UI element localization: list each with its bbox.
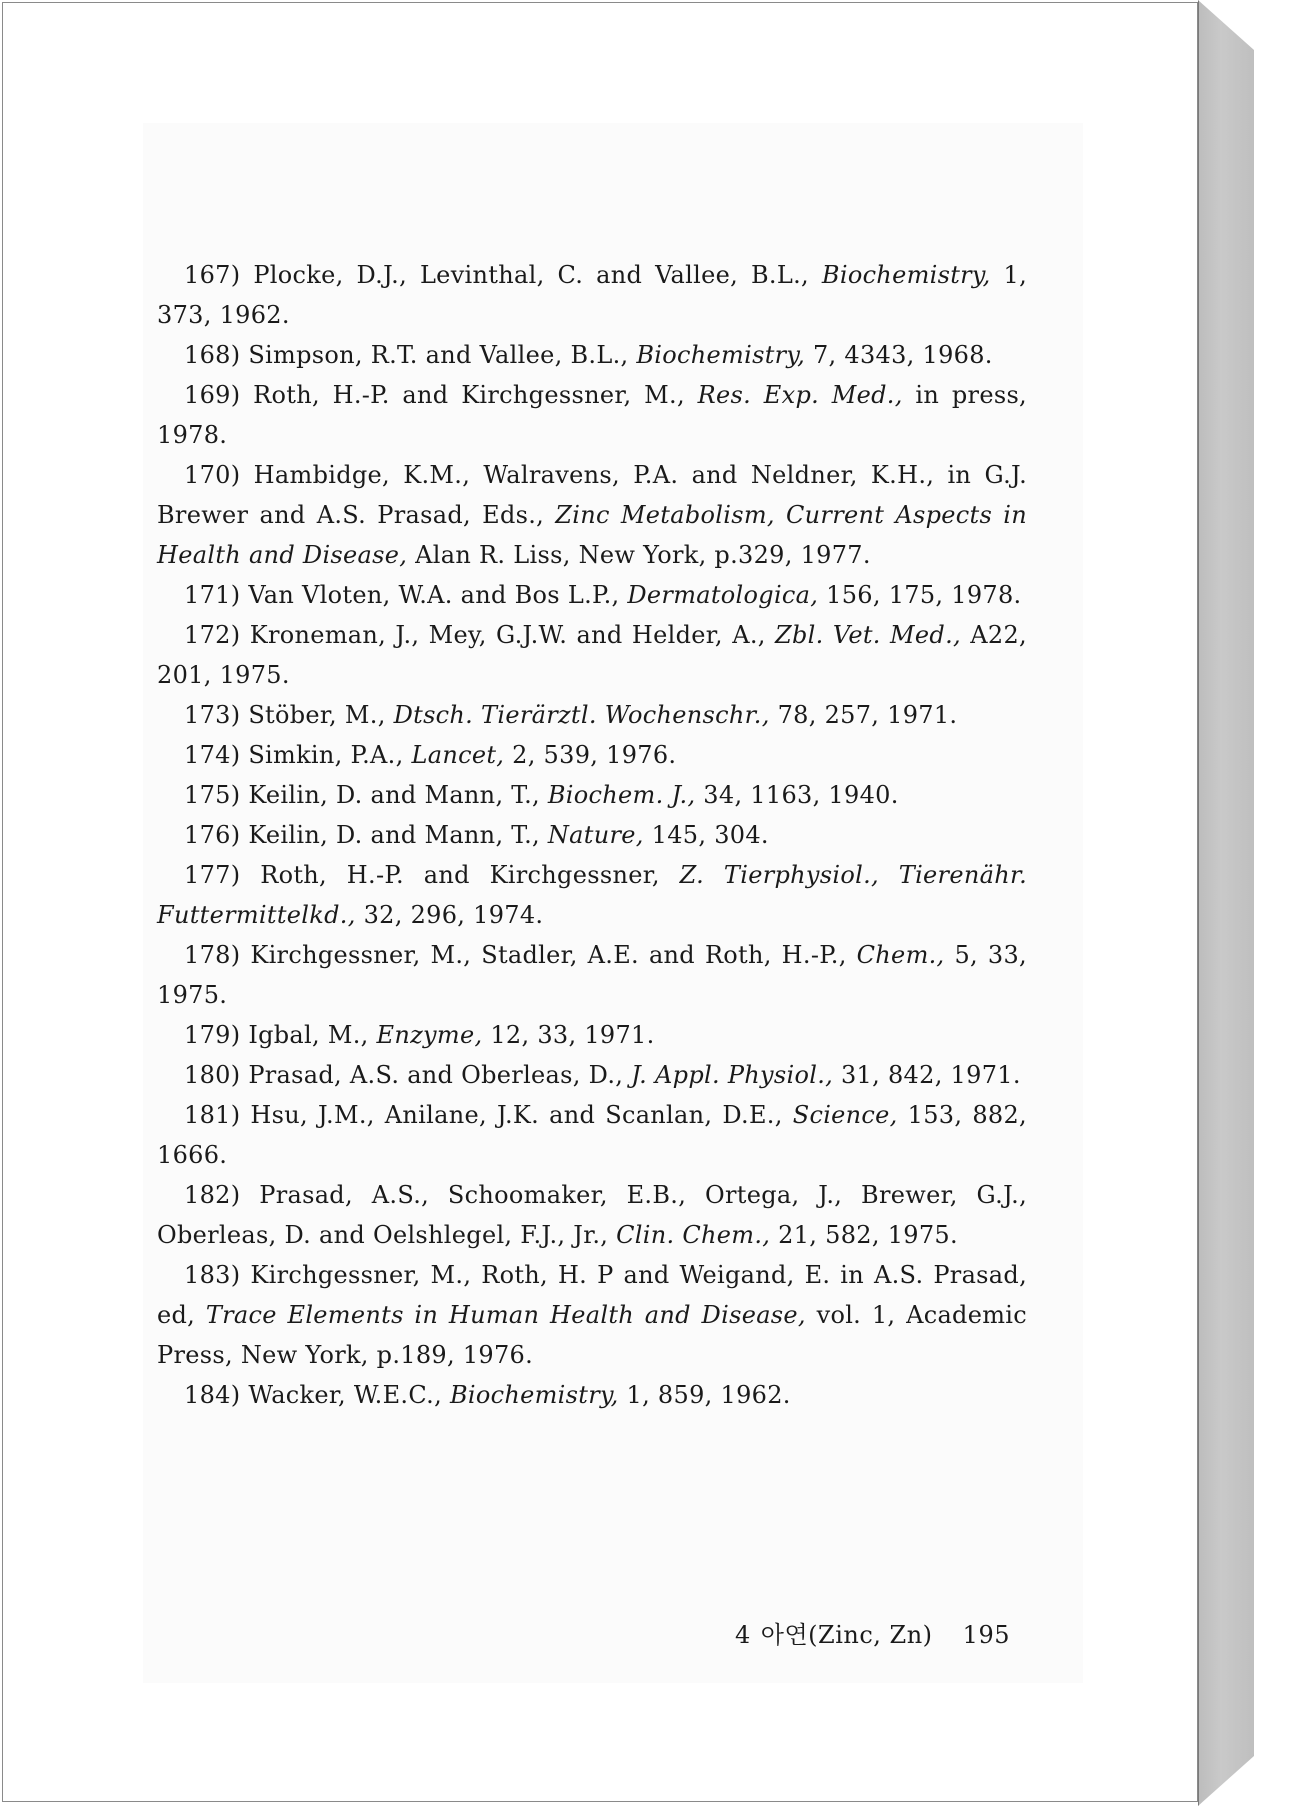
reference-entry <box>157 575 1027 615</box>
reference-details: 156, 175, 1978. <box>818 581 1022 609</box>
reference-authors: Hsu, J.M., Anilane, J.K. and Scanlan, D.E., <box>250 1101 793 1129</box>
reference-journal: Chem., <box>856 941 945 969</box>
reference-entry <box>157 1095 1027 1175</box>
reference-journal: Biochem. J., <box>547 781 696 809</box>
reference-number: 170) <box>184 461 241 489</box>
page-stack-edge <box>1198 0 1254 1806</box>
reference-details: 31, 842, 1971. <box>833 1061 1021 1089</box>
reference-authors: Keilin, D. and Mann, T., <box>248 821 548 849</box>
reference-journal: Science, <box>792 1101 898 1129</box>
reference-entry <box>157 615 1027 695</box>
reference-details: 145, 304. <box>643 821 769 849</box>
reference-journal: Zbl. Vet. Med., <box>775 621 961 649</box>
reference-details: 5, 33, 1975. <box>157 941 1027 1009</box>
reference-details: 7, 4343, 1968. <box>805 341 993 369</box>
reference-list <box>157 255 1027 1415</box>
reference-journal: Res. Exp. Med., <box>697 381 903 409</box>
reference-details: 78, 257, 1971. <box>769 701 958 729</box>
reference-entry <box>157 855 1027 935</box>
reference-authors: Simkin, P.A., <box>248 741 412 769</box>
reference-authors: Keilin, D. and Mann, T., <box>248 781 548 809</box>
reference-number: 175) <box>184 781 241 809</box>
reference-number: 184) <box>184 1381 241 1409</box>
reference-entry <box>157 815 1027 855</box>
reference-journal: Clin. Chem., <box>616 1221 771 1249</box>
reference-entry <box>157 1055 1027 1095</box>
reference-entry <box>157 1255 1027 1375</box>
reference-number: 182) <box>184 1181 241 1209</box>
reference-number: 173) <box>184 701 241 729</box>
reference-details: vol. 1, Academic Press, New York, p.189, 1976. <box>157 1301 1027 1369</box>
reference-journal: Dermatologica, <box>627 581 819 609</box>
reference-details: 21, 582, 1975. <box>770 1221 958 1249</box>
page-footer <box>735 1615 1020 1650</box>
reference-journal: Biochemistry, <box>636 341 806 369</box>
reference-number: 176) <box>184 821 241 849</box>
reference-details: 2, 539, 1976. <box>504 741 677 769</box>
reference-entry <box>157 935 1027 1015</box>
reference-journal: Trace Elements in Human Health and Disease, <box>205 1301 806 1329</box>
reference-journal: Lancet, <box>411 741 505 769</box>
reference-authors: Kirchgessner, M., Stadler, A.E. and Roth, H.-P., <box>250 941 857 969</box>
reference-details: A22, 201, 1975. <box>157 621 1027 689</box>
reference-number: 167) <box>184 261 241 289</box>
reference-details: 34, 1163, 1940. <box>695 781 899 809</box>
reference-number: 179) <box>184 1021 241 1049</box>
reference-journal: Biochemistry, <box>821 261 991 289</box>
reference-number: 177) <box>184 861 241 889</box>
reference-number: 172) <box>184 621 241 649</box>
reference-authors: Roth, H.-P. and Kirchgessner, <box>260 861 680 889</box>
reference-journal: Nature, <box>547 821 644 849</box>
reference-authors: Stöber, M., <box>248 701 394 729</box>
reference-details: 32, 296, 1974. <box>355 901 544 929</box>
reference-entry <box>157 455 1027 575</box>
chapter-title: 아연(Zinc, Zn) <box>760 1621 933 1649</box>
reference-authors: Kroneman, J., Mey, G.J.W. and Helder, A., <box>249 621 776 649</box>
reference-number: 178) <box>184 941 241 969</box>
reference-entry <box>157 1375 1027 1415</box>
reference-entry <box>157 255 1027 335</box>
reference-authors: Roth, H.-P. and Kirchgessner, M., <box>253 381 698 409</box>
reference-details: Alan R. Liss, New York, p.329, 1977. <box>407 541 871 569</box>
reference-number: 174) <box>184 741 241 769</box>
reference-journal: Biochemistry, <box>449 1381 619 1409</box>
reference-journal: Enzyme, <box>376 1021 483 1049</box>
reference-details: 153, 882, 1666. <box>157 1101 1027 1169</box>
reference-authors: Plocke, D.J., Levinthal, C. and Vallee, B.L., <box>253 261 822 289</box>
reference-number: 169) <box>184 381 241 409</box>
reference-number: 171) <box>184 581 241 609</box>
reference-number: 183) <box>184 1261 241 1289</box>
reference-journal: Z. Tierphysiol., Tierenähr. Futtermittelkd., <box>157 861 1028 929</box>
reference-details: 12, 33, 1971. <box>482 1021 655 1049</box>
reference-entry <box>157 695 1027 735</box>
reference-authors: Prasad, A.S. and Oberleas, D., <box>248 1061 632 1089</box>
reference-journal: J. Appl. Physiol., <box>631 1061 834 1089</box>
reference-authors: Igbal, M., <box>248 1021 377 1049</box>
reference-authors: Simpson, R.T. and Vallee, B.L., <box>248 341 637 369</box>
page-number: 195 <box>962 1621 1010 1649</box>
reference-authors: Prasad, A.S., Schoomaker, E.B., Ortega, J., Brewer, G.J., Oberleas, D. and Oelshlegel, F.J., Jr., <box>157 1181 1027 1249</box>
reference-entry <box>157 775 1027 815</box>
reference-details: 1, 859, 1962. <box>618 1381 791 1409</box>
reference-authors: Wacker, W.E.C., <box>248 1381 450 1409</box>
reference-journal: Zinc Metabolism, Current Aspects in Health and Disease, <box>157 501 1027 569</box>
reference-entry <box>157 735 1027 775</box>
reference-entry <box>157 1015 1027 1055</box>
reference-number: 168) <box>184 341 241 369</box>
chapter-number: 4 <box>735 1621 751 1649</box>
reference-details: 1, 373, 1962. <box>157 261 1027 329</box>
reference-authors: Hambidge, K.M., Walravens, P.A. and Neldner, K.H., in G.J. Brewer and A.S. Prasad, Eds., <box>157 461 1027 529</box>
reference-details: in press, 1978. <box>157 381 1027 449</box>
reference-entry <box>157 375 1027 455</box>
reference-journal: Dtsch. Tierärztl. Wochenschr., <box>393 701 770 729</box>
reference-entry <box>157 1175 1027 1255</box>
reference-number: 180) <box>184 1061 241 1089</box>
reference-entry <box>157 335 1027 375</box>
reference-authors: Kirchgessner, M., Roth, H. P and Weigand, E. in A.S. Prasad, ed, <box>157 1261 1027 1329</box>
reference-authors: Van Vloten, W.A. and Bos L.P., <box>248 581 628 609</box>
reference-number: 181) <box>184 1101 241 1129</box>
